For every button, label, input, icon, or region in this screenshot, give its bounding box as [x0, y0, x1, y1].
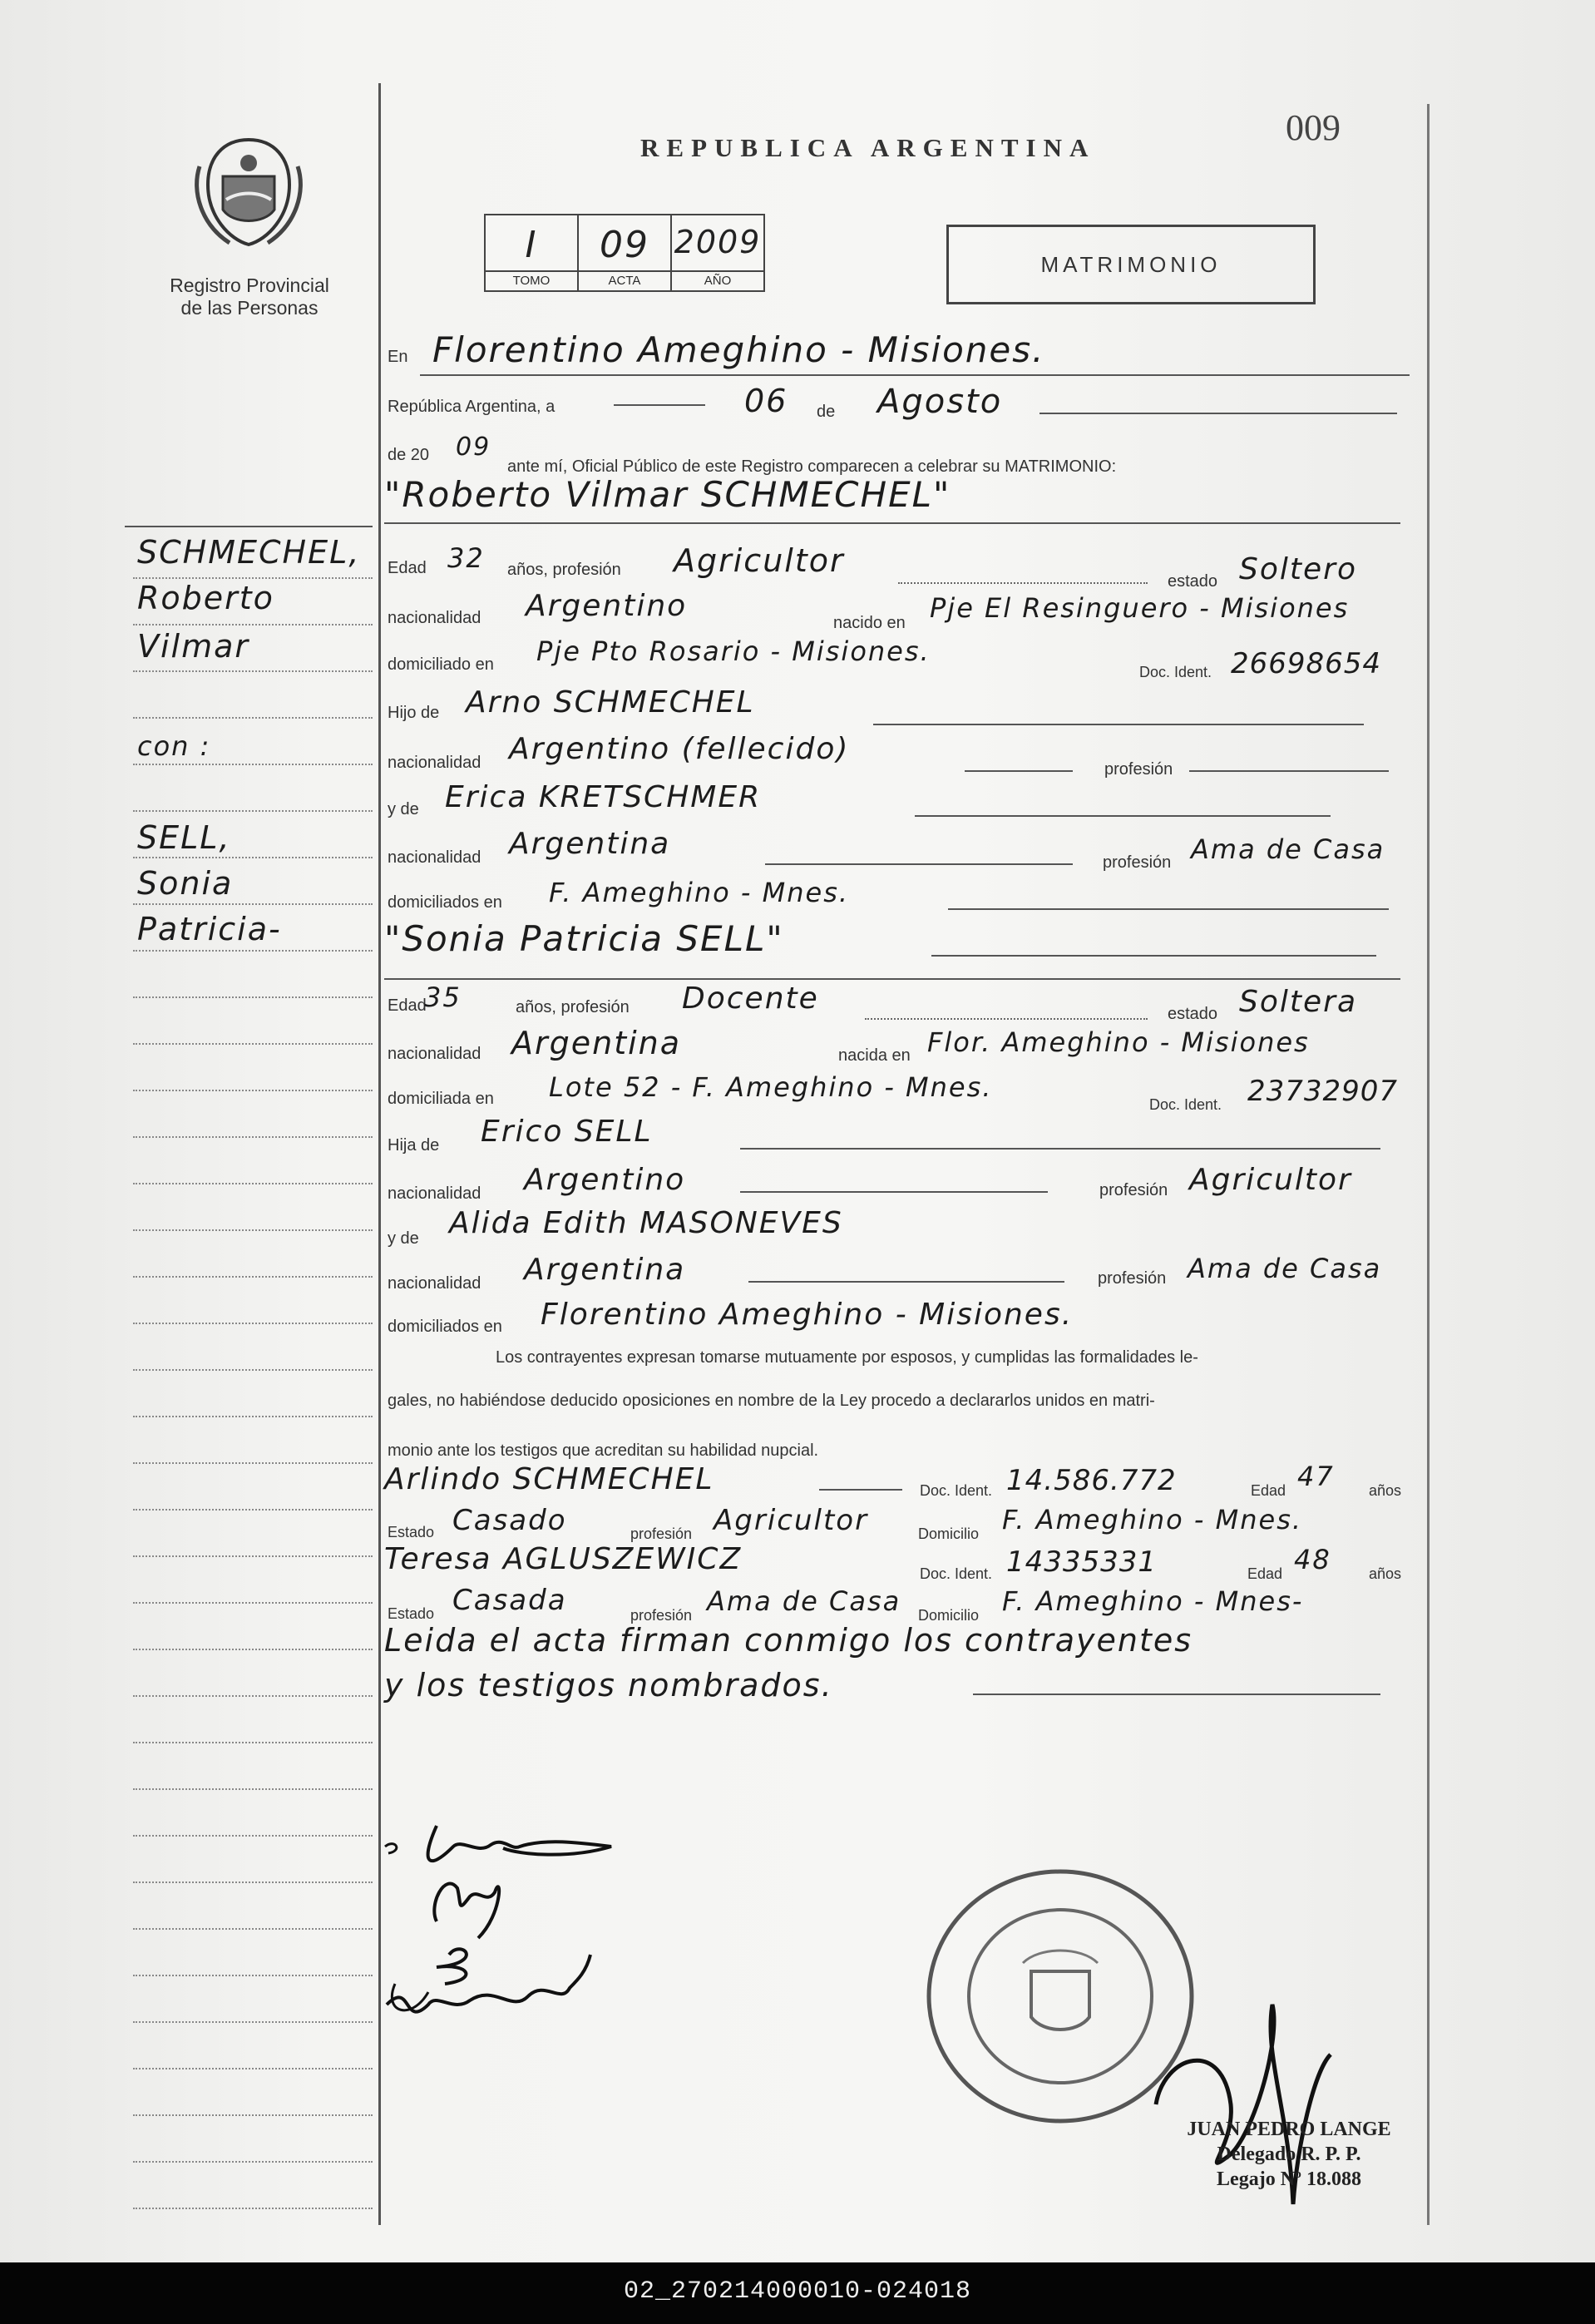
bride-nationality: Argentina: [511, 1025, 682, 1061]
acta-label: ACTA: [579, 270, 670, 290]
witness2-domicilio: F. Ameghino - Mnes-: [1002, 1585, 1304, 1617]
bride-doc: 23732907: [1247, 1075, 1399, 1108]
margin-note-1: SCHMECHEL,: [137, 534, 361, 571]
margin-note-3: Vilmar: [137, 628, 250, 665]
de-label: de: [817, 403, 836, 421]
margin-note-7: Patricia-: [137, 911, 282, 947]
declaration-line-2: gales, no habiéndose deducido oposiciones en nombre de la Ley procedo a declararlos unidos en matri-: [388, 1392, 1155, 1410]
groom-nationality: Argentino: [526, 589, 688, 623]
official-block: [1156, 2117, 1422, 2192]
witness1-dom-label: Domicilio: [918, 1525, 980, 1542]
witness1-profession: Agricultor: [714, 1504, 869, 1537]
witness2-doc-label: Doc. Ident.: [920, 1565, 993, 1582]
bride-estado-label: estado: [1168, 1005, 1218, 1023]
bride-dom-label: domiciliada en: [388, 1090, 494, 1108]
witness2-dom-label: Domicilio: [918, 1607, 980, 1624]
bride-mother-prof-label: profesión: [1098, 1269, 1167, 1288]
groom-father: Arno SCHMECHEL: [466, 685, 755, 719]
groom-hijo-label: Hijo de: [388, 704, 440, 722]
acta-value: 09: [600, 224, 649, 266]
declaration-line-1: Los contrayentes expresan tomarse mutuamente por esposos, y cumplidas las formalidades le-: [496, 1348, 1198, 1367]
acta-cell: [579, 215, 672, 290]
bride-nacida-label: nacida en: [838, 1046, 911, 1065]
bride-estado: Soltera: [1239, 985, 1358, 1019]
groom-mother-prof: Ama de Casa: [1191, 833, 1385, 865]
witness2-profession: Ama de Casa: [707, 1585, 901, 1617]
signatures-image: [378, 1813, 628, 2046]
bride-nat-label: nacionalidad: [388, 1045, 481, 1063]
bride-profession: Docente: [682, 982, 819, 1016]
marriage-month: Agosto: [877, 383, 1003, 421]
bride-father: Erico SELL: [481, 1115, 653, 1149]
groom-full-name: "Roberto Vilmar SCHMECHEL": [384, 474, 951, 515]
bride-edad-label: Edad: [388, 996, 427, 1015]
witness1-edad-label: Edad: [1251, 1482, 1286, 1499]
bride-father-nat: Argentino: [524, 1163, 686, 1197]
bride-mother-nat-label: nacionalidad: [388, 1274, 481, 1293]
groom-parents-dom-label: domiciliados en: [388, 893, 502, 912]
bride-birthplace: Flor. Ameghino - Misiones: [927, 1026, 1310, 1058]
witness1-prof-label: profesión: [630, 1525, 693, 1542]
bride-prof-label: años, profesión: [516, 998, 630, 1016]
ano-cell: [672, 215, 763, 290]
witness2-prof-label: profesión: [630, 1607, 693, 1624]
groom-estado-label: estado: [1168, 572, 1218, 591]
witness1-estado: Casado: [452, 1504, 567, 1537]
groom-mother: Erica KRETSCHMER: [445, 780, 762, 814]
provincial-seal-icon: [190, 133, 308, 250]
bride-doc-label: Doc. Ident.: [1149, 1096, 1222, 1113]
bride-full-name: "Sonia Patricia SELL": [384, 918, 784, 959]
groom-doc: 26698654: [1231, 647, 1382, 680]
bride-mother: Alida Edith MASONEVES: [449, 1206, 843, 1240]
declaration-line-3: monio ante los testigos que acreditan su habilidad nupcial.: [388, 1441, 819, 1460]
groom-mother-prof-label: profesión: [1103, 853, 1172, 872]
bride-yde-label: y de: [388, 1229, 419, 1248]
bride-mother-nat: Argentina: [524, 1253, 686, 1287]
groom-estado: Soltero: [1239, 552, 1357, 586]
document-type-box: MATRIMONIO: [946, 225, 1316, 304]
closing-line-1: Leida el acta firman conmigo los contrayentes: [384, 1622, 1193, 1659]
ano-label: AÑO: [672, 270, 763, 290]
groom-birthplace: Pje El Resinguero - Misiones: [930, 592, 1350, 624]
groom-profession: Agricultor: [674, 542, 845, 579]
witness1-anos-label: años: [1369, 1482, 1402, 1499]
witness2-anos-label: años: [1369, 1565, 1402, 1582]
official-legajo: Legajo Nº 18.088: [1217, 2168, 1361, 2190]
bride-father-prof: Agricultor: [1189, 1163, 1352, 1197]
groom-doc-label: Doc. Ident.: [1139, 664, 1212, 680]
witness2-age: 48: [1294, 1544, 1331, 1575]
registry-name: [141, 274, 358, 319]
ano-value: 2009: [674, 224, 762, 260]
right-border: [1427, 104, 1430, 2225]
groom-dom-label: domiciliado en: [388, 655, 494, 674]
groom-prof-label: años, profesión: [507, 561, 621, 579]
groom-mother-nat: Argentina: [509, 827, 671, 861]
marriage-day: 06: [744, 383, 788, 419]
groom-father-nat-label: nacionalidad: [388, 754, 481, 772]
republica-label: República Argentina, a: [388, 398, 556, 416]
groom-father-prof-label: profesión: [1104, 760, 1173, 779]
witness1-doc-label: Doc. Ident.: [920, 1482, 993, 1499]
margin-note-6: Sonia: [137, 865, 234, 902]
witness1-age: 47: [1297, 1461, 1335, 1492]
closing-line-2: y los testigos nombrados.: [384, 1667, 833, 1703]
witness2-name: Teresa AGLUSZEWICZ: [384, 1542, 743, 1576]
tomo-value: I: [525, 224, 538, 266]
bride-hija-label: Hija de: [388, 1136, 440, 1155]
record-number-box: [484, 214, 765, 292]
groom-parents-dom: F. Ameghino - Mnes.: [549, 877, 850, 908]
bride-mother-prof: Ama de Casa: [1188, 1253, 1382, 1284]
scan-identifier: 02_270214000010-024018: [623, 2277, 972, 2306]
groom-age: 32: [447, 542, 485, 574]
year-suffix: 09: [456, 433, 491, 462]
witness1-estado-label: Estado: [388, 1524, 435, 1540]
witness1-domicilio: F. Ameghino - Mnes.: [1002, 1504, 1303, 1535]
tomo-label: TOMO: [486, 270, 577, 290]
bride-age: 35: [424, 982, 462, 1013]
witness1-doc: 14.586.772: [1006, 1464, 1177, 1497]
en-label: En: [388, 348, 408, 366]
ante-text: ante mí, Oficial Público de este Registro comparecen a celebrar su MATRIMONIO:: [507, 457, 1117, 476]
bride-domicilio: Lote 52 - F. Ameghino - Mnes.: [549, 1071, 993, 1103]
bride-parents-dom-label: domiciliados en: [388, 1318, 502, 1336]
official-name: JUAN PEDRO LANGE: [1187, 2119, 1391, 2140]
marriage-place: Florentino Ameghino - Misiones.: [432, 329, 1045, 370]
groom-nat-label: nacionalidad: [388, 609, 481, 627]
groom-yde-label: y de: [388, 800, 419, 818]
bride-father-prof-label: profesión: [1099, 1181, 1168, 1199]
witness2-edad-label: Edad: [1247, 1565, 1283, 1582]
registry-line-2: de las Personas: [180, 297, 319, 319]
official-title: Delegado R. P. P.: [1217, 2144, 1361, 2165]
registry-line-1: Registro Provincial: [170, 274, 329, 296]
witness2-doc: 14335331: [1006, 1545, 1158, 1579]
year-prefix: de 20: [388, 446, 430, 464]
page-number: 009: [1286, 107, 1341, 148]
groom-mother-nat-label: nacionalidad: [388, 848, 481, 867]
country-title: REPUBLICA ARGENTINA: [640, 133, 1096, 162]
groom-nacido-label: nacido en: [833, 614, 906, 632]
witness2-estado-label: Estado: [388, 1605, 435, 1622]
witness2-estado: Casada: [452, 1584, 567, 1617]
tomo-cell: [486, 215, 579, 290]
groom-domicilio: Pje Pto Rosario - Misiones.: [536, 635, 931, 667]
groom-father-nat: Argentino (fellecido): [509, 732, 850, 766]
groom-edad-label: Edad: [388, 559, 427, 577]
bride-parents-dom: Florentino Ameghino - Misiones.: [541, 1298, 1074, 1332]
bride-father-nat-label: nacionalidad: [388, 1184, 481, 1203]
witness1-name: Arlindo SCHMECHEL: [384, 1462, 714, 1496]
margin-note-5: SELL,: [137, 819, 231, 856]
margin-note-2: Roberto: [137, 580, 274, 616]
margin-note-4: con :: [137, 730, 211, 762]
